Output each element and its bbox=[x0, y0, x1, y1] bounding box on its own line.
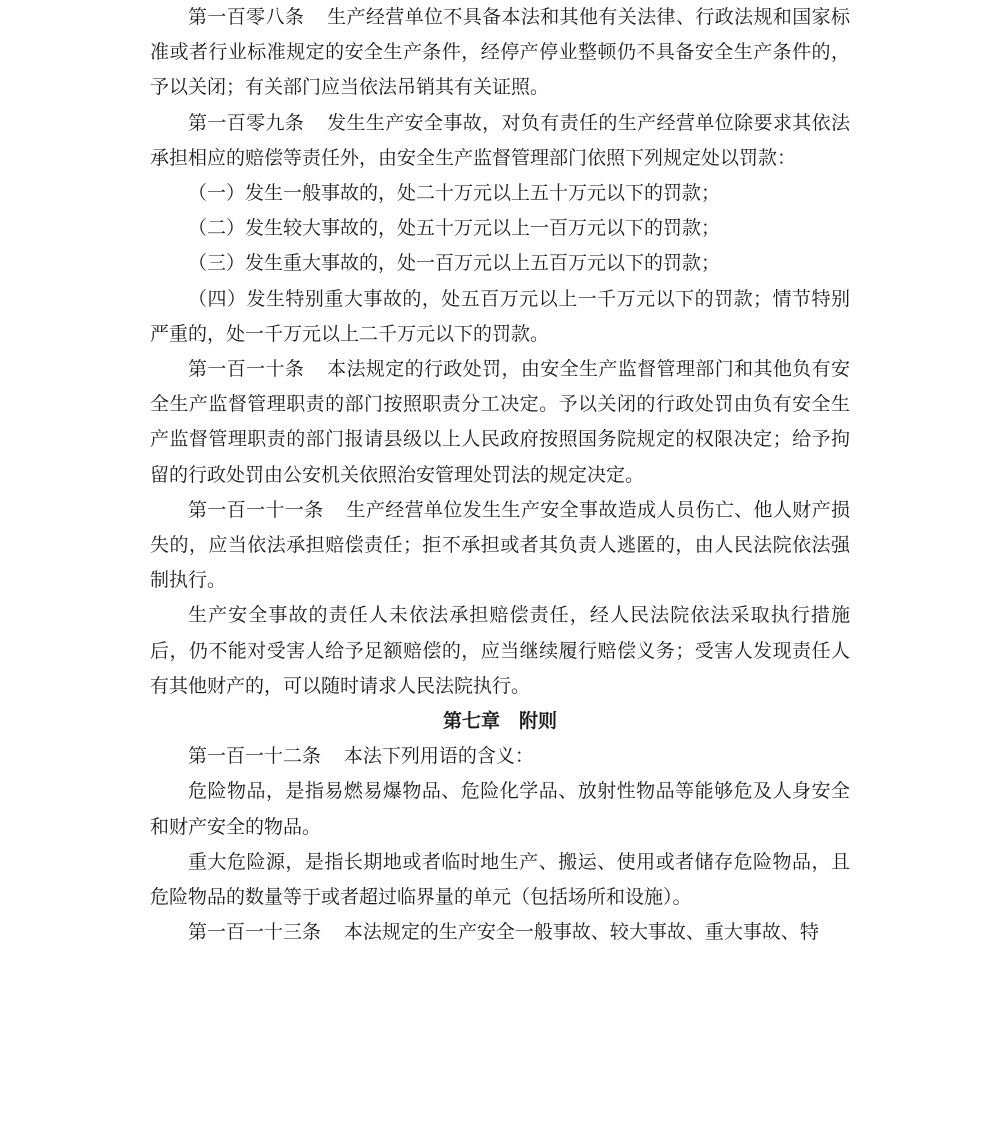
article-text: 发生生产安全事故，对负有责任的生产经营单位除要求其依法承担相应的赔偿等责任外，由安全生产监督管理部门依照下列规定处以罚款： bbox=[150, 111, 850, 169]
article-111 bbox=[150, 493, 850, 599]
article-text: 生产经营单位发生生产安全事故造成人员伤亡、他人财产损失的，应当依法承担赔偿责任；拒不承担或者其负责人逃匿的，由人民法院依法强制执行。 bbox=[150, 498, 850, 592]
article-113 bbox=[150, 915, 850, 950]
list-item-3: （三）发生重大事故的，处一百万元以上五百万元以下的罚款； bbox=[188, 252, 721, 275]
list-item-2: （二）发生较大事故的，处五十万元以上一百万元以下的罚款； bbox=[188, 217, 721, 240]
list-item-4: （四）发生特别重大事故的，处五百万元以上一千万元以下的罚款；情节特别严重的，处一千万元以上二千万元以下的罚款。 bbox=[150, 287, 850, 345]
article-number: 第一百一十一条 bbox=[188, 498, 324, 521]
article-112 bbox=[150, 739, 850, 774]
article-text: 本法规定的生产安全一般事故、较大事故、重大事故、特 bbox=[343, 921, 819, 944]
chapter-title: 第七章 附则 bbox=[442, 710, 557, 733]
article-number: 第一百一十条 bbox=[188, 358, 305, 381]
article-text: 本法下列用语的含义： bbox=[343, 745, 534, 768]
article-text: 本法规定的行政处罚，由安全生产监督管理部门和其他负有安全生产监督管理职责的部门按照职责分工决定。予以关闭的行政处罚由负有安全生产监督管理职责的部门报请县级以上人民政府按照国务院规定的权限决定；给予拘留的行政处罚由公安机关依照治安管理处罚法的规定决定。 bbox=[150, 358, 850, 486]
list-item-1: （一）发生一般事故的，处二十万元以上五十万元以下的罚款； bbox=[188, 182, 721, 205]
article-111-paragraph-2: 生产安全事故的责任人未依法承担赔偿责任，经人民法院依法采取执行措施后，仍不能对受害人给予足额赔偿的，应当继续履行赔偿义务；受害人发现责任人有其他财产的，可以随时请求人民法院执行。 bbox=[150, 604, 850, 697]
article-110 bbox=[150, 352, 850, 493]
definition-major-hazard: 重大危险源，是指长期地或者临时地生产、搬运、使用或者储存危险物品，且危险物品的数量等于或者超过临界量的单元（包括场所和设施）。 bbox=[150, 850, 850, 909]
document-page bbox=[150, 0, 850, 950]
article-number: 第一百一十二条 bbox=[188, 745, 322, 768]
definition-dangerous-goods: 危险物品，是指易燃易爆物品、危险化学品、放射性物品等能够危及人身安全和财产安全的物品。 bbox=[150, 780, 850, 838]
article-number: 第一百零九条 bbox=[188, 111, 305, 134]
article-108 bbox=[150, 0, 850, 106]
article-text: 生产经营单位不具备本法和其他有关法律、行政法规和国家标准或者行业标准规定的安全生产条件，经停产停业整顿仍不具备安全生产条件的，予以关闭；有关部门应当依法吊销其有关证照。 bbox=[150, 6, 850, 99]
article-number: 第一百零八条 bbox=[188, 6, 305, 28]
article-number: 第一百一十三条 bbox=[188, 921, 322, 944]
article-109 bbox=[150, 106, 850, 176]
